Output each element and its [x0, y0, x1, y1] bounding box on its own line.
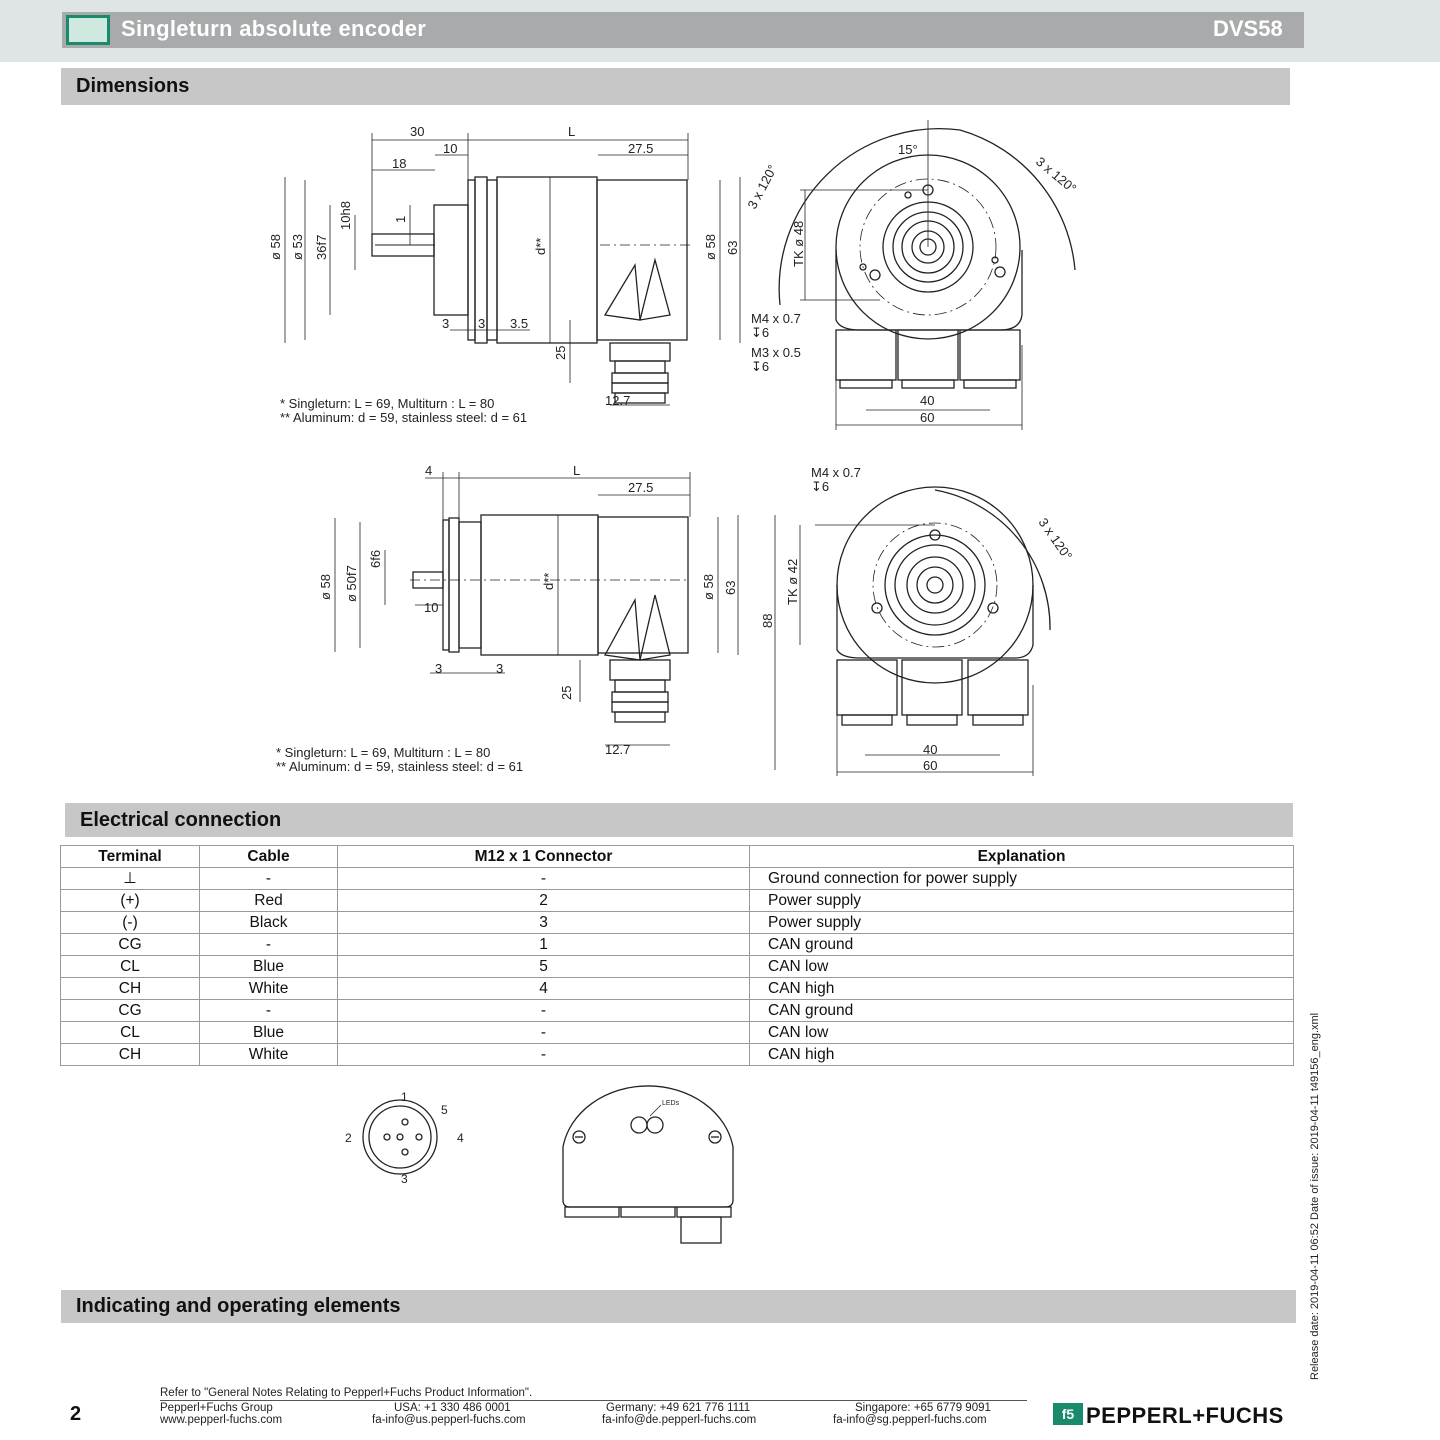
cell-explanation: Power supply: [750, 890, 1294, 912]
dim-18: 18: [392, 156, 407, 171]
cell-explanation: CAN ground: [750, 934, 1294, 956]
page-number: 2: [70, 1403, 82, 1425]
cell-connector: -: [338, 1022, 750, 1044]
thread-m4-depth: ↧6: [811, 479, 830, 494]
footer-de-phone: Germany: +49 621 776 1111: [606, 1402, 751, 1414]
cell-cable: White: [200, 1044, 338, 1066]
cell-cable: Blue: [200, 1022, 338, 1044]
cell-terminal: CG: [61, 934, 200, 956]
cell-explanation: CAN low: [750, 1022, 1294, 1044]
col-connector: M12 x 1 Connector: [338, 846, 750, 868]
dim-4: 4: [425, 463, 433, 478]
logo-mark: f5: [1053, 1403, 1083, 1425]
dim-3a: 3: [435, 661, 443, 676]
table-row: [61, 912, 1294, 934]
leds-label: LEDs: [662, 1100, 680, 1107]
rear-view-led-diagram: [555, 1072, 745, 1247]
cell-connector: -: [338, 1000, 750, 1022]
dim-3b: 3: [496, 661, 504, 676]
dim-3x120-left: 3 x 120°: [744, 162, 781, 212]
dim-36f7: 36f7: [314, 234, 329, 260]
cell-cable: -: [200, 1000, 338, 1022]
m12-pinout-diagram: [335, 1085, 475, 1190]
footer-web-link[interactable]: www.pepperl-fuchs.com: [160, 1414, 283, 1426]
col-explanation: Explanation: [750, 846, 1294, 868]
table-row: [61, 890, 1294, 912]
footer-usa-phone: USA: +1 330 486 0001: [394, 1402, 511, 1414]
cell-cable: -: [200, 868, 338, 890]
dim-25: 25: [559, 685, 574, 700]
cell-terminal: CL: [61, 956, 200, 978]
pin-3-label: 3: [401, 1172, 408, 1186]
footer-de-mail[interactable]: fa-info@de.pepperl-fuchs.com: [602, 1414, 757, 1426]
dim-d-star: d**: [541, 572, 556, 590]
cell-terminal: (+): [61, 890, 200, 912]
cell-connector: 5: [338, 956, 750, 978]
cell-connector: 3: [338, 912, 750, 934]
table-header-row: [61, 846, 1294, 868]
thread-m4: M4 x 0.7: [751, 311, 801, 326]
dim-27-5: 27.5: [628, 141, 654, 156]
dim-6f6: 6f6: [368, 549, 383, 568]
dim-10: 10: [443, 141, 458, 156]
dim-o58-right: ø 58: [703, 233, 718, 260]
dim-L: L: [573, 463, 581, 478]
product-code: DVS58: [1213, 16, 1283, 41]
note-aluminum: ** Aluminum: d = 59, stainless steel: d = 61: [280, 410, 528, 425]
dim-15deg: 15°: [898, 142, 918, 157]
table-row: [61, 1000, 1294, 1022]
dim-12-7: 12.7: [605, 742, 631, 757]
section-indicating-elements: Indicating and operating elements: [61, 1290, 1296, 1323]
dim-10: 10: [424, 600, 439, 615]
footer-usa-mail[interactable]: fa-info@us.pepperl-fuchs.com: [372, 1414, 526, 1426]
dim-o58-left: ø 58: [268, 233, 283, 260]
cell-explanation: CAN high: [750, 1044, 1294, 1066]
company-logo: PEPPERL+FUCHS: [1086, 1403, 1284, 1428]
dim-L: L: [568, 124, 576, 139]
section-dimensions: Dimensions: [61, 68, 1290, 105]
note-singleturn: * Singleturn: L = 69, Multiturn : L = 80: [280, 396, 495, 411]
pin-4-label: 4: [457, 1131, 464, 1145]
cell-cable: Black: [200, 912, 338, 934]
dim-o53: ø 53: [290, 233, 305, 260]
pin-1-label: 1: [401, 1090, 408, 1104]
pin-5-label: 5: [441, 1103, 448, 1117]
dim-o58-right: ø 58: [701, 573, 716, 600]
cell-explanation: CAN high: [750, 978, 1294, 1000]
dim-3x120: 3 x 120°: [1035, 515, 1076, 563]
cell-terminal: ⊥: [61, 868, 200, 890]
dim-25: 25: [553, 345, 568, 360]
thread-m3: M3 x 0.5: [751, 345, 801, 360]
dim-27-5: 27.5: [628, 480, 654, 495]
footer-refer: Refer to "General Notes Relating to Pepperl+Fuchs Product Information".: [160, 1387, 533, 1399]
cell-terminal: CL: [61, 1022, 200, 1044]
table-row: [61, 868, 1294, 890]
table-row: [61, 978, 1294, 1000]
thread-m4-depth: ↧6: [751, 325, 770, 340]
thread-m4: M4 x 0.7: [811, 465, 861, 480]
cell-terminal: CG: [61, 1000, 200, 1022]
note-singleturn: * Singleturn: L = 69, Multiturn : L = 80: [276, 745, 491, 760]
cell-explanation: Ground connection for power supply: [750, 868, 1294, 890]
dim-tk48: TK ø 48: [791, 220, 806, 267]
cell-explanation: Power supply: [750, 912, 1294, 934]
footer-sg-phone: Singapore: +65 6779 9091: [855, 1402, 991, 1414]
cell-explanation: CAN low: [750, 956, 1294, 978]
title-square-mark: [66, 15, 110, 45]
thread-m3-depth: ↧6: [751, 359, 770, 374]
cell-terminal: CH: [61, 978, 200, 1000]
table-row: [61, 956, 1294, 978]
dim-40: 40: [920, 393, 935, 408]
cell-connector: 4: [338, 978, 750, 1000]
table-row: [61, 1044, 1294, 1066]
dim-60: 60: [920, 410, 935, 425]
cell-explanation: CAN ground: [750, 1000, 1294, 1022]
cell-cable: Red: [200, 890, 338, 912]
table-row: [61, 1022, 1294, 1044]
footer-sg-mail[interactable]: fa-info@sg.pepperl-fuchs.com: [833, 1414, 987, 1426]
footer-divider: [160, 1400, 1027, 1401]
dimension-drawing-1: [260, 115, 1100, 435]
col-terminal: Terminal: [61, 846, 200, 868]
cell-cable: -: [200, 934, 338, 956]
dim-tk42: TK ø 42: [785, 558, 800, 605]
note-aluminum: ** Aluminum: d = 59, stainless steel: d = 61: [276, 759, 524, 774]
dim-3a: 3: [442, 316, 450, 331]
footer-group: Pepperl+Fuchs Group: [160, 1402, 273, 1414]
page-title: Singleturn absolute encoder: [121, 16, 427, 41]
pin-2-label: 2: [345, 1131, 352, 1145]
dim-o50f7: ø 50f7: [344, 565, 359, 602]
dim-d-star: d**: [533, 237, 548, 255]
dim-3x120-right: 3 x 120°: [1033, 153, 1080, 197]
dim-40: 40: [923, 742, 938, 757]
dimension-drawing-2: [260, 460, 1100, 780]
table-row: [61, 934, 1294, 956]
dim-1: 1: [393, 215, 408, 223]
dim-60: 60: [923, 758, 938, 773]
dim-o58-left: ø 58: [318, 573, 333, 600]
dim-63: 63: [725, 240, 740, 255]
cell-connector: 2: [338, 890, 750, 912]
col-cable: Cable: [200, 846, 338, 868]
cell-terminal: CH: [61, 1044, 200, 1066]
cell-connector: -: [338, 868, 750, 890]
cell-connector: -: [338, 1044, 750, 1066]
dim-88: 88: [760, 613, 775, 628]
cell-cable: Blue: [200, 956, 338, 978]
dim-63: 63: [723, 580, 738, 595]
connection-table: [60, 845, 1294, 1066]
dim-30: 30: [410, 124, 425, 139]
section-electrical-connection: Electrical connection: [65, 803, 1293, 837]
cell-terminal: (-): [61, 912, 200, 934]
dim-12-7: 12.7: [605, 393, 631, 408]
dim-10h8: 10h8: [338, 201, 353, 230]
release-info: Release date: 2019-04-11 06:52 Date of issue: 2019-04-11 t49156_eng.xml: [1309, 1012, 1321, 1380]
cell-cable: White: [200, 978, 338, 1000]
dim-3b: 3: [478, 316, 486, 331]
dim-3-5: 3.5: [510, 316, 529, 331]
cell-connector: 1: [338, 934, 750, 956]
